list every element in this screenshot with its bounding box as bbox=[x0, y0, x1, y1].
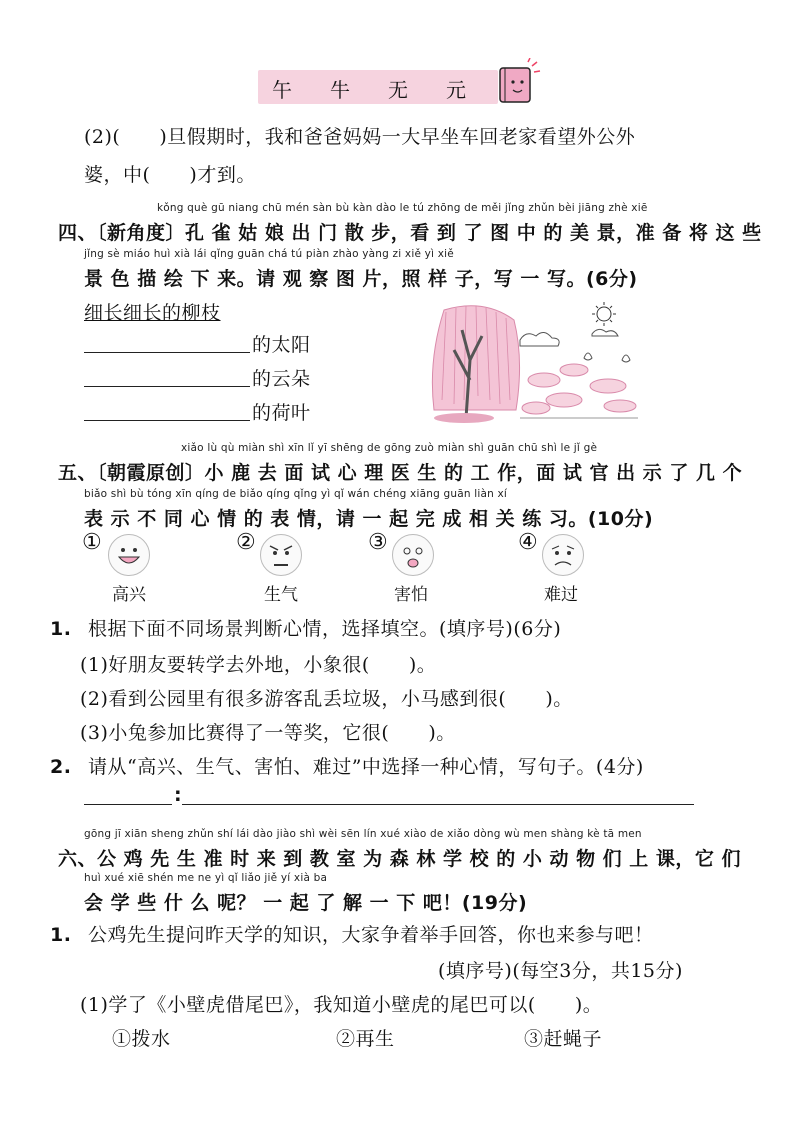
section4-blank-2[interactable] bbox=[84, 386, 250, 387]
section5-pinyin2: biǎo shì bù tóng xīn qíng de biǎo qíng qǐng yì qǐ wán chéng xiāng guān liàn xí bbox=[84, 488, 508, 500]
q5-1-item3: (3)小兔参加比赛得了一等奖，它很( )。 bbox=[80, 722, 456, 744]
q5-1-number: 1. bbox=[50, 618, 72, 640]
section4-blank-2-label: 的云朵 bbox=[252, 368, 311, 390]
section4-pinyin1: kǒng què gū niang chū mén sàn bù kàn dào le tú zhōng de měi jǐng zhǔn bèi jiāng zhè xiē bbox=[157, 202, 648, 214]
q3-item2-line1: (2)( )旦假期时，我和爸爸妈妈一大早坐车回老家看望外公外 bbox=[84, 126, 636, 148]
header-char-1: 午 bbox=[272, 78, 292, 102]
header-char-3: 无 bbox=[388, 78, 408, 102]
header-char-2: 牛 bbox=[330, 78, 350, 102]
q6-1-heading bbox=[50, 920, 654, 947]
angry-face-icon bbox=[260, 534, 302, 576]
q6-1-title: 公鸡先生提问昨天学的知识，大家争着举手回答，你也来参与吧！ bbox=[88, 924, 654, 946]
section4-pinyin2: jǐng sè miáo huì xià lái qǐng guān chá tú piàn zhào yàng zi xiě yì xiě bbox=[84, 248, 454, 260]
q6-1-item1: (1)学了《小壁虎借尾巴》，我知道小壁虎的尾巴可以( )。 bbox=[80, 994, 603, 1016]
section4-blank-1-label: 的太阳 bbox=[252, 334, 311, 356]
section4-blank-1[interactable] bbox=[84, 352, 250, 353]
q6-1-number: 1. bbox=[50, 924, 72, 946]
face-4-number: ④ bbox=[518, 530, 538, 555]
face-2-label: 生气 bbox=[264, 585, 298, 605]
face-4-label: 难过 bbox=[544, 585, 578, 605]
q3-item2-line2: 婆，中( )才到。 bbox=[84, 164, 256, 186]
face-3-number: ③ bbox=[368, 530, 388, 555]
q5-2-title: 请从“高兴、生气、害怕、难过”中选择一种心情，写句子。(4分) bbox=[88, 756, 644, 778]
book-mascot-icon bbox=[492, 58, 542, 108]
section5-heading-line1: 五、〔朝霞原创〕小 鹿 去 面 试 心 理 医 生 的 工 作，面 试 官 出 示 了 几 个 bbox=[58, 462, 743, 484]
section4-heading-line1: 四、〔新角度〕孔 雀 姑 娘 出 门 散 步，看 到 了 图 中 的 美 景，准 备 将 这 些 bbox=[58, 222, 762, 244]
header-char-4: 元 bbox=[446, 78, 466, 102]
face-1-label: 高兴 bbox=[112, 585, 146, 605]
q6-1-option-3[interactable]: ③赶蝇子 bbox=[524, 1028, 603, 1050]
q5-2-sentence-blank[interactable] bbox=[182, 804, 694, 805]
q5-1-item1: (1)好朋友要转学去外地，小象很( )。 bbox=[80, 654, 437, 676]
pond-illustration bbox=[424, 300, 642, 426]
face-1-number: ① bbox=[82, 530, 102, 555]
happy-face-icon bbox=[108, 534, 150, 576]
q6-1-score: (填序号)(每空3分，共15分) bbox=[438, 960, 683, 982]
q5-2-colon: : bbox=[174, 784, 183, 806]
q5-2-heading bbox=[50, 752, 644, 779]
sad-face-icon bbox=[542, 534, 584, 576]
section6-pinyin2: huì xué xiē shén me ne yì qǐ liǎo jiě yí xià ba bbox=[84, 872, 328, 884]
section4-blank-3-label: 的荷叶 bbox=[252, 402, 311, 424]
q5-1-title: 根据下面不同场景判断心情，选择填空。(填序号)(6分) bbox=[88, 618, 562, 640]
section4-example: 细长细长的柳枝 bbox=[84, 302, 221, 324]
section5-pinyin1: xiǎo lù qù miàn shì xīn lǐ yī shēng de gōng zuò miàn shì guān chū shì le jǐ gè bbox=[181, 442, 598, 454]
q6-1-option-2[interactable]: ②再生 bbox=[336, 1028, 395, 1050]
q5-2-mood-blank[interactable] bbox=[84, 804, 172, 805]
section6-heading-line2: 会 学 些 什 么 呢？ 一 起 了 解 一 下 吧！(19分) bbox=[84, 892, 528, 914]
section6-heading-line1: 六、公 鸡 先 生 准 时 来 到 教 室 为 森 林 学 校 的 小 动 物 们 上 课，它 们 bbox=[58, 848, 742, 870]
q5-2-number: 2. bbox=[50, 756, 72, 778]
section5-heading-line2: 表 示 不 同 心 情 的 表 情，请 一 起 完 成 相 关 练 习。(10分) bbox=[84, 508, 654, 530]
face-3-label: 害怕 bbox=[394, 585, 428, 605]
q5-1-item2: (2)看到公园里有很多游客乱丢垃圾，小马感到很( )。 bbox=[80, 688, 573, 710]
scared-face-icon bbox=[392, 534, 434, 576]
q5-1-heading bbox=[50, 614, 561, 641]
section4-heading-line2: 景 色 描 绘 下 来。请 观 察 图 片，照 样 子，写 一 写。(6分) bbox=[84, 268, 638, 290]
face-2-number: ② bbox=[236, 530, 256, 555]
q6-1-option-1[interactable]: ①拨水 bbox=[112, 1028, 171, 1050]
section6-pinyin1: gōng jī xiān sheng zhǔn shí lái dào jiào shì wèi sēn lín xué xiào de xiǎo dòng wù men shàng kè tā men bbox=[84, 828, 642, 840]
section4-blank-3[interactable] bbox=[84, 420, 250, 421]
